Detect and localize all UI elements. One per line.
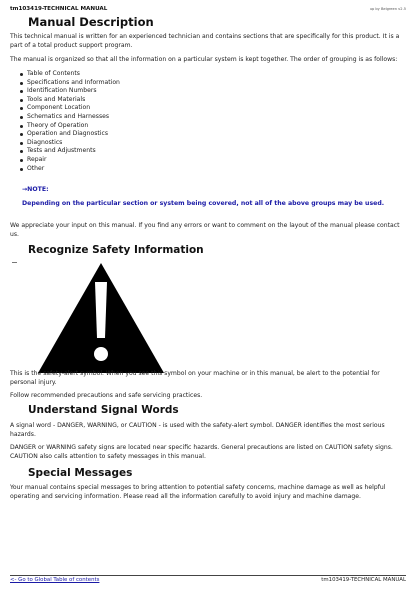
group-list [18, 70, 120, 173]
note-text: Depending on the particular section or system being covered, not all of the above groups may be used. [22, 200, 385, 207]
list-item: Tests and Adjustments [27, 147, 120, 156]
list-item: Tools and Materials [27, 96, 120, 105]
footer-divider [10, 575, 406, 576]
manual-id: tm103419-TECHNICAL MANUAL [10, 6, 108, 12]
header-right-text: up by Belgreen v2.5 [369, 7, 406, 11]
safety-alert-icon [35, 260, 167, 376]
page-header [10, 6, 406, 15]
special-messages-paragraph: Your manual contains special messages to bring attention to potential safety concerns, machine damage as well as helpful operating and servicing information. Please read all the information carefully to avoid injury and machine damage. [10, 484, 386, 500]
list-item: Theory of Operation [27, 122, 120, 131]
list-item: Operation and Diagnostics [27, 130, 120, 139]
list-item: Table of Contents [27, 70, 120, 79]
list-item: Specifications and Information [27, 78, 120, 86]
list-item: Identification Numbers [27, 87, 120, 96]
list-item: Diagnostics [27, 139, 120, 148]
list-item: Repair [27, 156, 120, 165]
manual-organization-paragraph: The manual is organized so that all the information on a particular system is kept together. The order of grouping is as follows: [10, 56, 398, 63]
special-messages-heading: Special Messages [28, 467, 133, 479]
feedback-paragraph: We appreciate your input on this manual. If you find any errors or want to comment on the layout of the manual please contact us. [10, 222, 400, 238]
manual-intro-paragraph: This technical manual is written for an experienced technician and contains sections that are specifically for this product. It is a part of a total product support program. [10, 33, 400, 49]
global-toc-link[interactable]: <- Go to Global Table of contents [10, 577, 100, 583]
signal-words-heading: Understand Signal Words [28, 404, 179, 416]
list-item: Component Location [27, 104, 120, 113]
safety-alert-paragraph: This is the safety-alert symbol. When you see this symbol on your machine or in this manual, be alert to the potential for personal injury. [10, 370, 380, 386]
recognize-safety-heading: Recognize Safety Information [28, 244, 204, 256]
signal-signs-paragraph: DANGER or WARNING safety signs are located near specific hazards. General precautions are listed on CAUTION safety signs. CAUTION also calls attention to safety messages in this manual. [10, 444, 393, 460]
list-item: Other [27, 165, 120, 174]
divider [12, 262, 17, 263]
manual-description-heading: Manual Description [28, 15, 154, 29]
list-item: Schematics and Harnesses [27, 113, 120, 122]
footer-manual-id: tm103419-TECHNICAL MANUAL [321, 577, 406, 583]
note-label: →NOTE: [22, 186, 49, 193]
signal-words-paragraph: A signal word - DANGER, WARNING, or CAUTION - is used with the safety-alert symbol. DANGER identifies the most serious hazards. [10, 422, 385, 438]
safety-practices-paragraph: Follow recommended precautions and safe servicing practices. [10, 392, 203, 399]
